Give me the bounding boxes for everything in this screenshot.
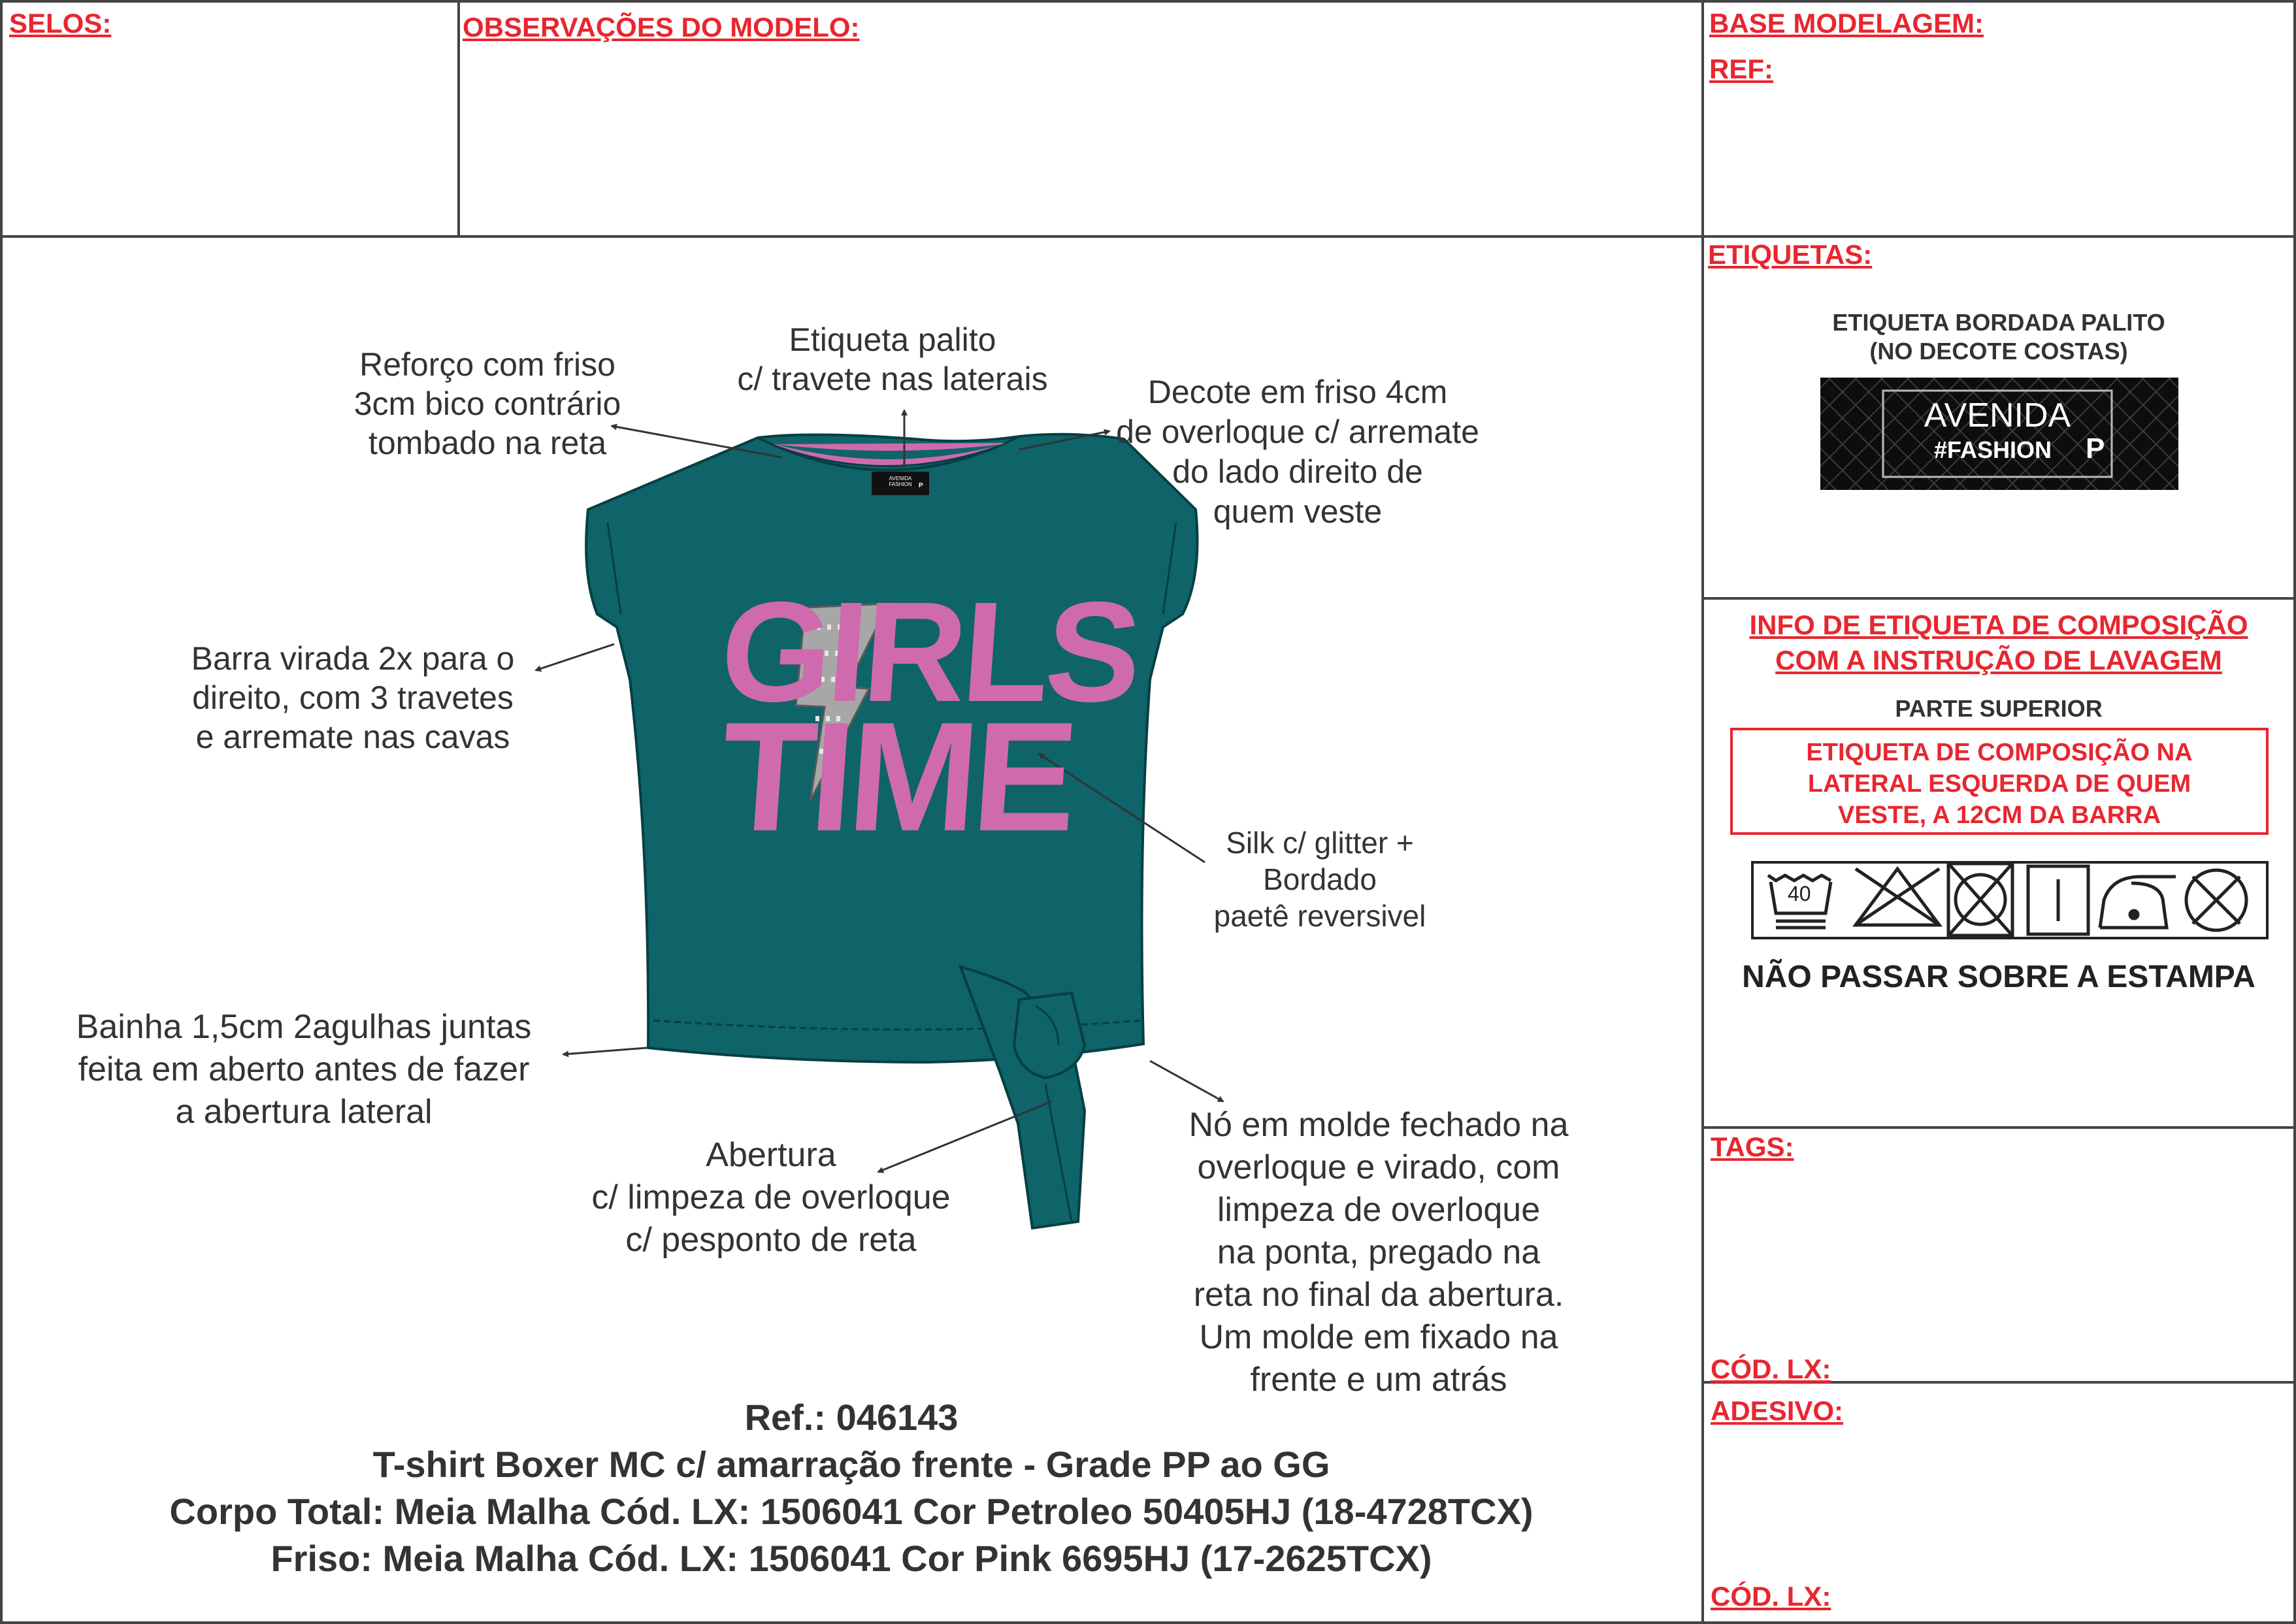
annotation-reforco-line: 3cm bico contrário: [353, 385, 621, 422]
collar-tag-line-1: AVENIDA: [889, 476, 912, 481]
annotation-bainha-line: Bainha 1,5cm 2agulhas juntas: [76, 1008, 532, 1046]
annotation-silk: [1137, 824, 1503, 934]
selos-label: SELOS:: [9, 8, 112, 39]
annotation-barra-line: e arremate nas cavas: [195, 719, 510, 755]
woven-label-brand: AVENIDA: [1924, 397, 2071, 434]
nao-passar-warning: NÃO PASSAR SOBRE A ESTAMPA: [1742, 960, 2255, 994]
annotation-decote-line: quem veste: [1213, 493, 1383, 530]
annotation-barra: [144, 639, 562, 756]
print-girls: GIRLS: [715, 573, 1143, 732]
annotation-no-line: frente e um atrás: [1250, 1361, 1507, 1399]
box-line-3: VESTE, A 12CM DA BARRA: [1837, 802, 2161, 829]
spec-block: [0, 1394, 1703, 1582]
box-line-1: ETIQUETA DE COMPOSIÇÃO NA: [1806, 739, 2193, 766]
annotation-bainha-line: a abertura lateral: [175, 1093, 433, 1131]
parte-superior-label: PARTE SUPERIOR: [1895, 695, 2103, 722]
annotation-no-line: limpeza de overloque: [1217, 1191, 1541, 1229]
annotation-abertura-line: Abertura: [706, 1136, 836, 1174]
annotation-bainha: [26, 1006, 582, 1133]
annotation-etiqueta-palito: [697, 320, 1089, 398]
annotation-decote-line: Decote em friso 4cm: [1147, 374, 1448, 410]
spec-ref: Ref.: 046143: [744, 1397, 959, 1438]
annotation-no: [1111, 1104, 1647, 1401]
annotation-abertura: [536, 1134, 1006, 1261]
collar-tag-text: [876, 476, 925, 487]
annotation-silk-line: paetê reversivel: [1213, 899, 1426, 933]
annotation-silk-line: Silk c/ glitter +: [1226, 826, 1414, 860]
annotation-no-line: Um molde em fixado na: [1199, 1318, 1558, 1356]
observacoes-label: OBSERVAÇÕES DO MODELO:: [463, 12, 860, 42]
annotation-barra-line: direito, com 3 travetes: [192, 679, 514, 716]
annotation-reforco: [291, 345, 683, 463]
annotation-bainha-line: feita em aberto antes de fazer: [78, 1050, 530, 1088]
annotation-barra-line: Barra virada 2x para o: [191, 640, 515, 677]
wash-temperature: 40: [1788, 882, 1811, 905]
spec-title: T-shirt Boxer MC c/ amarração frente - Grade PP ao GG: [372, 1444, 1330, 1485]
print-time: TIME: [715, 690, 1078, 864]
annotation-decote-line: do lado direito de: [1172, 453, 1423, 490]
etiqueta-description: [1703, 308, 2295, 366]
woven-label-hashtag: #FASHION: [1934, 436, 2052, 463]
annotation-no-line: overloque e virado, com: [1197, 1148, 1560, 1186]
spec-friso: Friso: Meia Malha Cód. LX: 1506041 Cor Pink 6695HJ (17-2625TCX): [271, 1538, 1432, 1579]
composition-box-text: [1731, 737, 2267, 831]
annotation-reforco-line: tombado na reta: [368, 425, 607, 461]
box-line-2: LATERAL ESQUERDA DE QUEM: [1807, 770, 2191, 798]
annotation-decote: [1069, 372, 1526, 532]
annotation-no-line: reta no final da abertura.: [1193, 1276, 1564, 1314]
base-modelagem-label: BASE MODELAGEM:: [1709, 8, 1984, 39]
collar-tag-line-2: FASHION: [889, 481, 912, 487]
annotation-abertura-line: c/ pesponto de reta: [625, 1221, 917, 1259]
annotation-no-line: Nó em molde fechado na: [1189, 1106, 1569, 1144]
info-title-line-2: COM A INSTRUÇÃO DE LAVAGEM: [1775, 645, 2222, 675]
woven-label-size: P: [2086, 432, 2105, 464]
ref-label: REF:: [1709, 54, 1773, 84]
etiqueta-line-2: (NO DECOTE COSTAS): [1869, 338, 2128, 365]
info-composicao-title: [1703, 608, 2295, 678]
etiquetas-label: ETIQUETAS:: [1708, 239, 1873, 270]
care-symbols: [1752, 862, 2267, 938]
annotation-decote-line: de overloque c/ arremate: [1116, 414, 1479, 450]
annotation-no-line: na ponta, pregado na: [1217, 1233, 1541, 1271]
tags-label: TAGS:: [1711, 1131, 1794, 1162]
collar-tag-size: P: [919, 482, 923, 489]
annotation-etiqueta-line: Etiqueta palito: [789, 321, 996, 358]
spec-corpo: Corpo Total: Meia Malha Cód. LX: 1506041 Cor Petroleo 50405HJ (18-4728TCX): [169, 1491, 1533, 1532]
etiqueta-line-1: ETIQUETA BORDADA PALITO: [1832, 309, 2165, 336]
cod-lx-label-2: CÓD. LX:: [1711, 1581, 1831, 1612]
cod-lx-label-1: CÓD. LX:: [1711, 1354, 1831, 1384]
annotation-abertura-line: c/ limpeza de overloque: [591, 1178, 951, 1216]
annotation-silk-line: Bordado: [1263, 862, 1377, 896]
annotation-etiqueta-line: c/ travete nas laterais: [737, 361, 1048, 397]
adesivo-label: ADESIVO:: [1711, 1395, 1844, 1426]
annotation-reforco-line: Reforço com friso: [359, 346, 615, 383]
info-title-line-1: INFO DE ETIQUETA DE COMPOSIÇÃO: [1749, 609, 2248, 640]
